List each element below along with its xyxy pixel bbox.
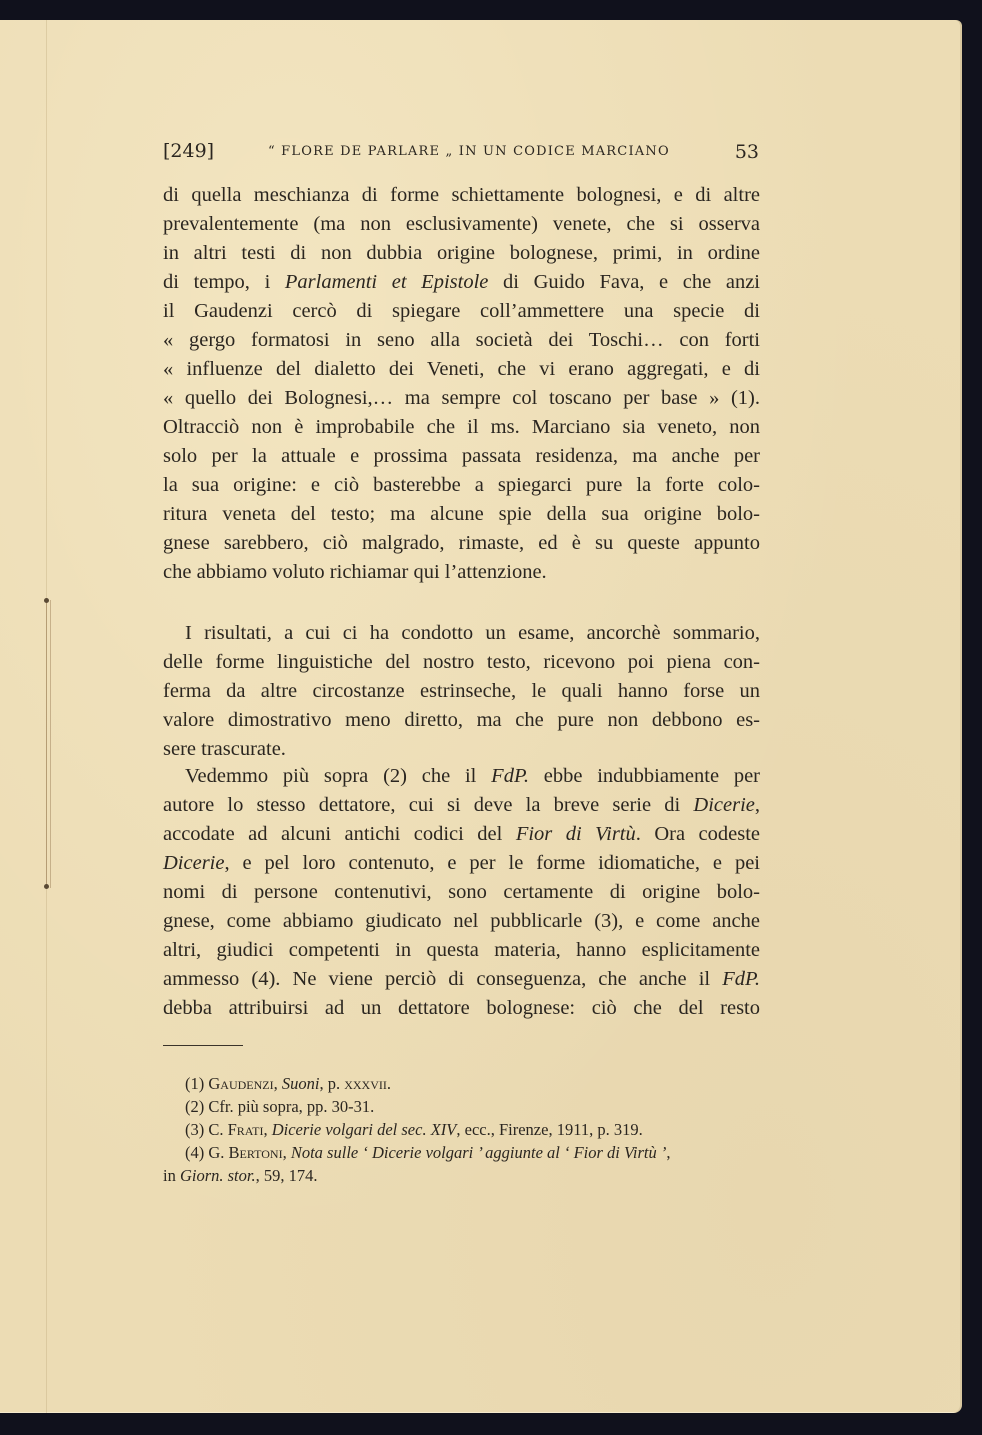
footnote — [163, 1072, 760, 1095]
footnote-separator — [163, 1045, 243, 1046]
footnote — [163, 1164, 760, 1187]
text-run: , — [263, 1120, 272, 1139]
footnotes — [163, 1072, 760, 1187]
text-line — [163, 878, 760, 907]
text-run: ebbe indubbiamente per — [528, 765, 761, 787]
text-line — [163, 619, 760, 648]
text-run: valore dimostrativo meno diretto, ma che pure non debbono es- — [163, 709, 760, 731]
italic-text: Dicerie — [163, 852, 225, 874]
footnote — [163, 1095, 760, 1118]
small-caps-name: Bertoni — [228, 1143, 283, 1162]
small-caps-name: Gaudenzi — [208, 1074, 274, 1093]
text-run: delle forme linguistiche del nostro testo, ricevono poi piena con- — [163, 651, 760, 673]
text-run: sere trascurate. — [163, 738, 286, 760]
text-line — [163, 936, 760, 965]
text-run: gnese, come abbiamo giudicato nel pubblicarle (3), e come anche — [163, 910, 760, 932]
text-run: « gergo formatosi in seno alla società dei Toschi… con forti — [163, 329, 760, 351]
text-run: nomi di persone contenutivi, sono certamente di origine bolo- — [163, 881, 760, 903]
text-run: di quella meschianza di forme schiettamente bolognesi, e di altre — [163, 184, 760, 206]
text-run: , e pel loro contenuto, e per le forme idiomatiche, e pei — [224, 852, 760, 874]
small-caps-name: xxxvii — [344, 1074, 387, 1093]
text-line — [163, 965, 760, 994]
paragraph-1 — [163, 181, 760, 587]
text-run: . — [386, 1074, 391, 1093]
text-run: il Gaudenzi cercò di spiegare coll’ammettere una specie di — [163, 300, 760, 322]
text-line — [163, 297, 760, 326]
text-run: (4) G. — [185, 1143, 229, 1162]
text-run: accodate ad alcuni antichi codici del — [163, 823, 516, 845]
text-run: , — [666, 1143, 671, 1162]
text-run: ammesso (4). Ne viene perciò di conseguenza, che anche il — [163, 968, 723, 990]
text-run: in altri testi di non dubbia origine bolognese, primi, in ordine — [163, 242, 760, 264]
text-line — [163, 384, 760, 413]
text-line — [163, 355, 760, 384]
text-run: ferma da altre circostanze estrinseche, le quali hanno forse un — [163, 680, 760, 702]
text-line — [163, 442, 760, 471]
italic-text: Dicerie — [693, 794, 755, 816]
text-run: solo per la attuale e prossima passata residenza, ma anche per — [163, 445, 760, 467]
binding-thread — [46, 600, 51, 888]
text-line — [163, 762, 760, 791]
text-line — [163, 907, 760, 936]
text-line — [163, 471, 760, 500]
text-line — [163, 326, 760, 355]
text-run: ritura veneta del testo; ma alcune spie della sua origine bolo- — [163, 503, 760, 525]
text-run: di tempo, i — [163, 271, 285, 293]
text-run: « quello dei Bolognesi,… ma sempre col toscano per base » (1). — [163, 387, 760, 409]
text-line — [163, 849, 760, 878]
text-run: , ecc., Firenze, 1911, p. 319. — [456, 1120, 643, 1139]
text-line — [163, 820, 760, 849]
footnote — [163, 1141, 760, 1164]
italic-text: Dicerie volgari del sec. XIV — [271, 1120, 457, 1139]
text-run: Vedemmo più sopra (2) che il — [185, 765, 492, 787]
text-line — [163, 735, 760, 764]
text-run: Oltracciò non è improbabile che il ms. Marciano sia veneto, non — [163, 416, 760, 438]
text-run: che abbiamo voluto richiamar qui l’attenzione. — [163, 561, 547, 583]
text-run: , p. — [319, 1074, 345, 1093]
text-line — [163, 791, 760, 820]
paragraph-2 — [163, 619, 760, 764]
text-line — [163, 239, 760, 268]
text-line — [163, 210, 760, 239]
text-run: prevalentemente (ma non esclusivamente) venete, che si osserva — [163, 213, 760, 235]
italic-text: Suoni — [281, 1074, 320, 1093]
italic-text: Parlamenti et Epistole — [284, 271, 489, 293]
text-run: autore lo stesso dettatore, cui si deve la breve serie di — [163, 794, 694, 816]
text-run: . Ora codeste — [635, 823, 760, 845]
italic-text: Giorn. stor. — [179, 1166, 256, 1185]
text-run: in — [163, 1166, 180, 1185]
text-line — [163, 648, 760, 677]
text-run: debba attribuirsi ad un dettatore bolognese: ciò che del resto — [163, 997, 760, 1019]
text-run: (1) — [185, 1074, 209, 1093]
italic-text: FdP. — [722, 968, 760, 990]
running-title: “ FLORE DE PARLARE „ IN UN CODICE MARCIANO — [268, 144, 670, 159]
text-run: di Guido Fava, e che anzi — [488, 271, 760, 293]
text-line — [163, 268, 760, 297]
text-run: I risultati, a cui ci ha condotto un esame, ancorchè sommario, — [185, 622, 760, 644]
text-run: (3) C. — [185, 1120, 228, 1139]
text-line — [163, 413, 760, 442]
italic-text: Nota sulle ‘ Dicerie volgari ’ aggiunte al ‘ Fior di Virtù ’ — [290, 1143, 667, 1162]
text-line — [163, 706, 760, 735]
section-number: [249] — [163, 140, 215, 162]
italic-text: Fior di Virtù — [515, 823, 636, 845]
text-line — [163, 994, 760, 1023]
text-line — [163, 558, 760, 587]
text-line — [163, 500, 760, 529]
italic-text: FdP. — [491, 765, 529, 787]
binding-knot — [44, 598, 49, 603]
footnote — [163, 1118, 760, 1141]
text-run: , — [273, 1074, 282, 1093]
small-caps-name: Frati — [227, 1120, 264, 1139]
text-run: , — [282, 1143, 291, 1162]
text-run: , — [754, 794, 760, 816]
text-run: « influenze del dialetto dei Veneti, che vi erano aggregati, e di — [163, 358, 760, 380]
text-run: altri, giudici competenti in questa materia, hanno esplicitamente — [163, 939, 760, 961]
text-line — [163, 529, 760, 558]
text-run: , 59, 174. — [255, 1166, 318, 1185]
text-run: (2) Cfr. più sopra, pp. 30-31. — [185, 1097, 375, 1116]
text-line — [163, 677, 760, 706]
text-line — [163, 181, 760, 210]
text-run: gnese sarebbero, ciò malgrado, rimaste, ed è su queste appunto — [163, 532, 760, 554]
text-run: la sua origine: e ciò basterebbe a spiegarci pure la forte colo- — [163, 474, 760, 496]
page-number: 53 — [734, 141, 759, 163]
paragraph-3 — [163, 762, 760, 1023]
running-head — [163, 140, 763, 170]
binding-knot — [44, 884, 49, 889]
